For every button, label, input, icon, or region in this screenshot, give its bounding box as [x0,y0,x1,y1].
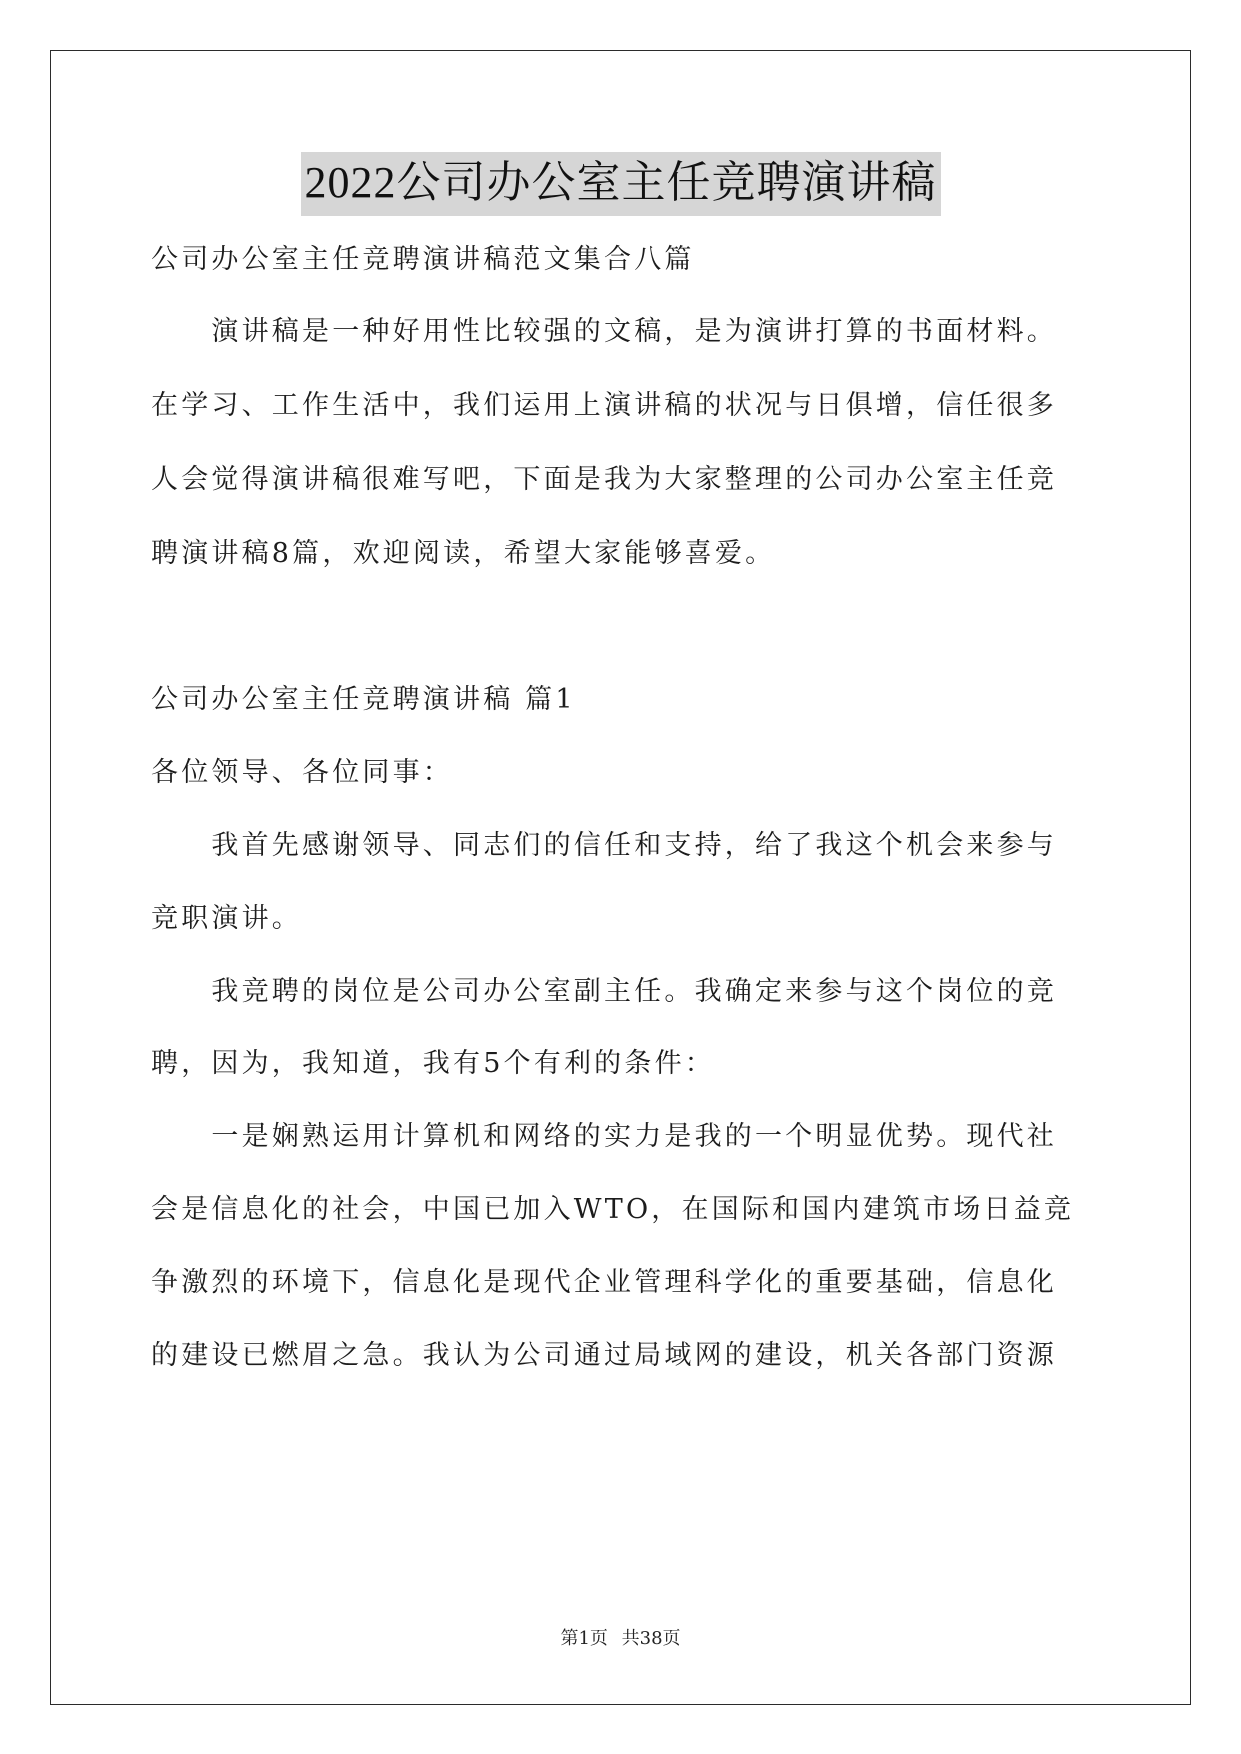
document-title: 2022公司办公室主任竞聘演讲稿 [301,152,941,216]
page-total: 共38页 [621,1628,681,1649]
title-container [0,152,1241,216]
body-line: 聘，因为，我知道，我有5个有利的条件： [151,1048,715,1079]
body-line: 我竞聘的岗位是公司办公室副主任。我确定来参与这个岗位的竞 [151,976,1057,1007]
subtitle: 公司办公室主任竞聘演讲稿范文集合八篇 [151,244,695,275]
section-heading: 公司办公室主任竞聘演讲稿 篇1 [151,684,576,715]
body-line: 聘演讲稿8篇，欢迎阅读，希望大家能够喜爱。 [151,538,776,569]
body-line: 争激烈的环境下，信息化是现代企业管理科学化的重要基础，信息化 [151,1267,1057,1298]
page-number: 第1页 [560,1628,608,1649]
body-line: 人会觉得演讲稿很难写吧，下面是我为大家整理的公司办公室主任竞 [151,464,1057,495]
page-border [50,50,1191,1705]
body-line: 一是娴熟运用计算机和网络的实力是我的一个明显优势。现代社 [151,1121,1057,1152]
page-footer [0,1628,1241,1650]
body-line: 演讲稿是一种好用性比较强的文稿，是为演讲打算的书面材料。 [151,316,1057,347]
body-line: 我首先感谢领导、同志们的信任和支持，给了我这个机会来参与 [151,830,1057,861]
body-line: 会是信息化的社会，中国已加入WTO，在国际和国内建筑市场日益竞 [151,1194,1075,1225]
salutation: 各位领导、各位同事： [151,757,453,788]
body-line: 的建设已燃眉之急。我认为公司通过局域网的建设，机关各部门资源 [151,1340,1057,1371]
body-line: 竞职演讲。 [151,903,302,934]
body-line: 在学习、工作生活中，我们运用上演讲稿的状况与日俱增，信任很多 [151,390,1057,421]
